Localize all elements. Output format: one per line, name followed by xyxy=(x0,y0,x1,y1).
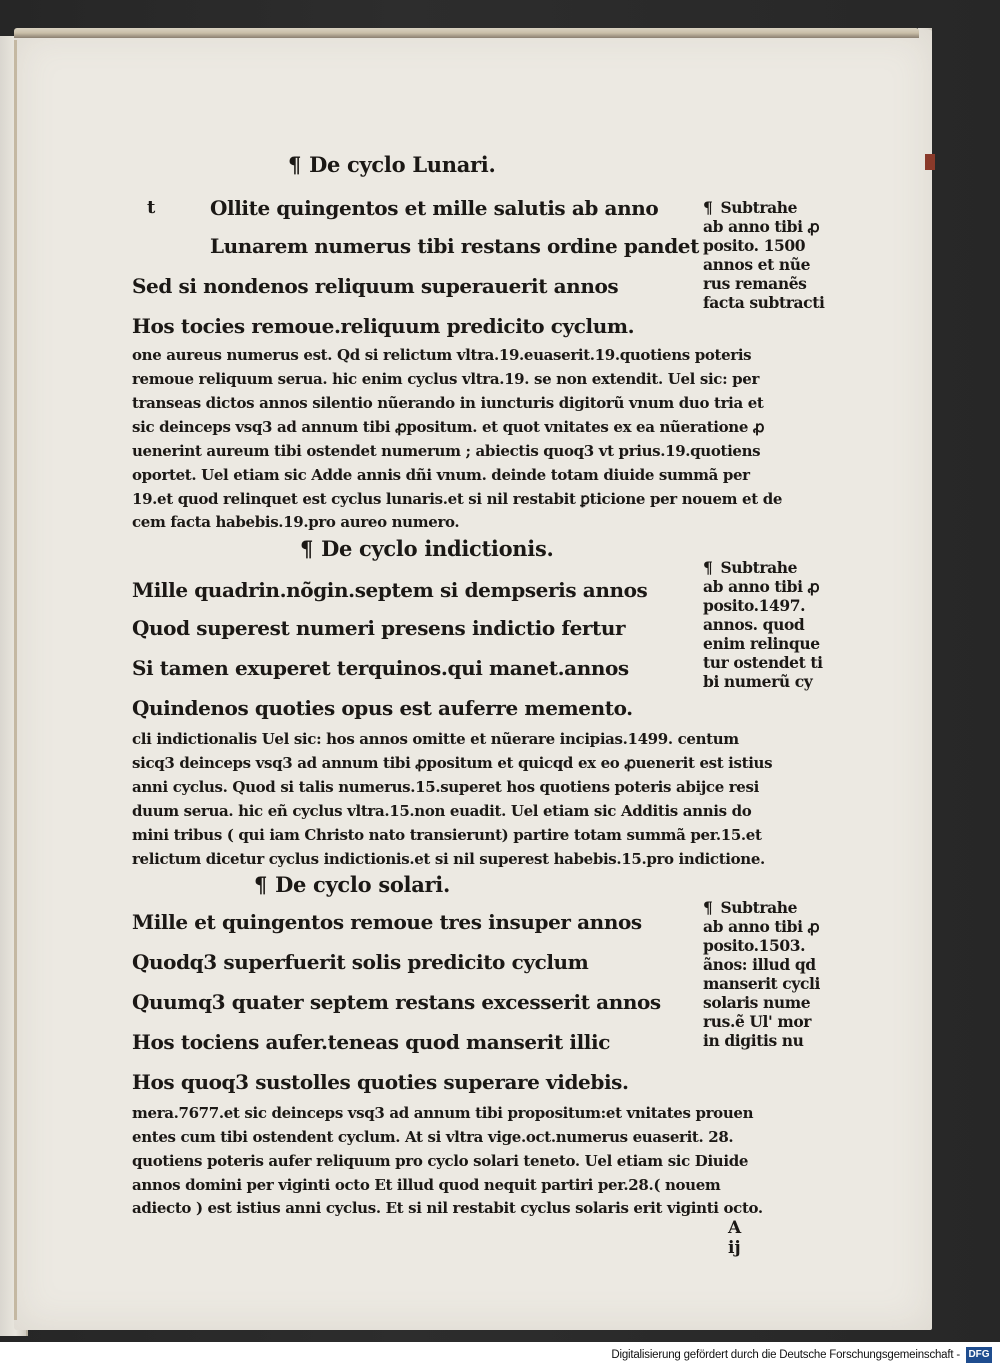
verse-line: Mille quadrin.nõgin.septem si dempseris annos xyxy=(132,578,648,602)
verse-line: Sed si nondenos reliquum superauerit annos xyxy=(132,274,619,298)
section-heading-indictionis: ¶ De cyclo indictionis. xyxy=(300,536,554,561)
prose-line: mini tribus ( qui iam Christo nato transierunt) partire totam summã per.15.et xyxy=(132,826,762,844)
prose-line: transeas dictos annos silentio nũerando in iuncturis digitorũ vnum duo tria et xyxy=(132,394,764,412)
section-heading-lunari: ¶ De cyclo Lunari. xyxy=(288,152,496,177)
page-top-edge xyxy=(14,28,919,38)
prose-line: cem facta habebis.19.pro aureo numero. xyxy=(132,513,460,531)
pilcrow-icon: ¶ xyxy=(300,536,314,561)
pilcrow-icon: ¶ xyxy=(288,152,302,177)
prose-line: anni cyclus. Quod si talis numerus.15.superet hos quotiens poteris abijce resi xyxy=(132,778,759,796)
prose-line: one aureus numerus est. Qd si relictum vltra.19.euaserit.19.quotiens poteris xyxy=(132,346,752,364)
spine-fold xyxy=(14,40,17,1320)
pilcrow-icon: ¶ xyxy=(703,198,713,217)
verse-line: Hos quoq3 sustolles quoties superare videbis. xyxy=(132,1070,629,1094)
margin-note-indictionis: ¶ Subtrahe ab anno tibi ꝓ posito.1497. annos. quod enim relinque tur ostendet ti bi numerũ cy xyxy=(703,558,823,691)
prose-line: oportet. Uel etiam sic Adde annis dñi vnum. deinde totam diuide summã per xyxy=(132,466,750,484)
line-marker: t xyxy=(147,197,156,218)
signature-mark: A ij xyxy=(728,1218,742,1258)
prose-line: annos domini per viginti octo Et illud quod nequit partiri per.28.( nouem xyxy=(132,1176,721,1194)
prose-line: sicq3 deinceps vsq3 ad annum tibi ꝓpositum et quicqd ex eo ꝓuenerit est istius xyxy=(132,754,773,772)
digitization-footer xyxy=(0,1342,1000,1369)
verse-line: Quodq3 superfuerit solis predicito cyclum xyxy=(132,950,589,974)
footer-credit: Digitalisierung gefördert durch die Deutsche Forschungsgemeinschaft - xyxy=(611,1349,960,1361)
verse-line: Quindenos quoties opus est auferre memento. xyxy=(132,696,633,720)
pilcrow-icon: ¶ xyxy=(254,872,268,897)
verse-line: Hos tocies remoue.reliquum predicito cyclum. xyxy=(132,314,635,338)
prose-line: entes cum tibi ostendent cyclum. At si vltra vige.oct.numerus euaserit. 28. xyxy=(132,1128,734,1146)
verse-line: Si tamen exuperet terquinos.qui manet.annos xyxy=(132,656,629,680)
verse-line: Lunarem numerus tibi restans ordine pandet xyxy=(210,234,699,258)
margin-note-solari: ¶ Subtrahe ab anno tibi ꝓ posito.1503. ãnos: illud qd manserit cycli solaris nume rus.ẽ Ul' mor in digitis nu xyxy=(703,898,820,1050)
verse-line: Ollite quingentos et mille salutis ab anno xyxy=(210,196,659,220)
bookmark-ribbon xyxy=(925,154,935,170)
prose-line: duum serua. hic eñ cyclus vltra.15.non euadit. Uel etiam sic Additis annis do xyxy=(132,802,752,820)
prose-line: remoue reliquum serua. hic enim cyclus vltra.19. se non extendit. Uel sic: per xyxy=(132,370,760,388)
pilcrow-icon: ¶ xyxy=(703,898,713,917)
section-heading-solari: ¶ De cyclo solari. xyxy=(254,872,450,897)
prose-line: adiecto ) est istius anni cyclus. Et si nil restabit cyclus solaris erit viginti octo. xyxy=(132,1199,763,1217)
verse-line: Hos tociens aufer.teneas quod manserit illic xyxy=(132,1030,610,1054)
verse-line: Mille et quingentos remoue tres insuper annos xyxy=(132,910,642,934)
prose-line: relictum dicetur cyclus indictionis.et si nil superest habebis.15.pro indictione. xyxy=(132,850,765,868)
prose-line: quotiens poteris aufer reliquum pro cyclo solari teneto. Uel etiam sic Diuide xyxy=(132,1152,749,1170)
verse-line: Quumq3 quater septem restans excesserit annos xyxy=(132,990,661,1014)
prose-line: cli indictionalis Uel sic: hos annos omitte et nũerare incipias.1499. centum xyxy=(132,730,739,748)
prose-line: sic deinceps vsq3 ad annum tibi ꝓpositum. et quot vnitates ex ea nũeratione ꝓ xyxy=(132,418,765,436)
pilcrow-icon: ¶ xyxy=(703,558,713,577)
prose-line: mera.7677.et sic deinceps vsq3 ad annum tibi propositum:et vnitates prouen xyxy=(132,1104,754,1122)
prose-line: 19.et quod relinquet est cyclus lunaris.et si nil restabit ꝑticione per nouem et de xyxy=(132,490,783,508)
verse-line: Quod superest numeri presens indictio fertur xyxy=(132,616,626,640)
margin-note-lunari: ¶ Subtrahe ab anno tibi ꝓ posito. 1500 annos et nũe rus remanẽs facta subtracti xyxy=(703,198,825,312)
dfg-logo-icon: DFG xyxy=(966,1347,992,1363)
prose-line: uenerint aureum tibi ostendet numerum ; abiectis quoq3 vt prius.19.quotiens xyxy=(132,442,761,460)
